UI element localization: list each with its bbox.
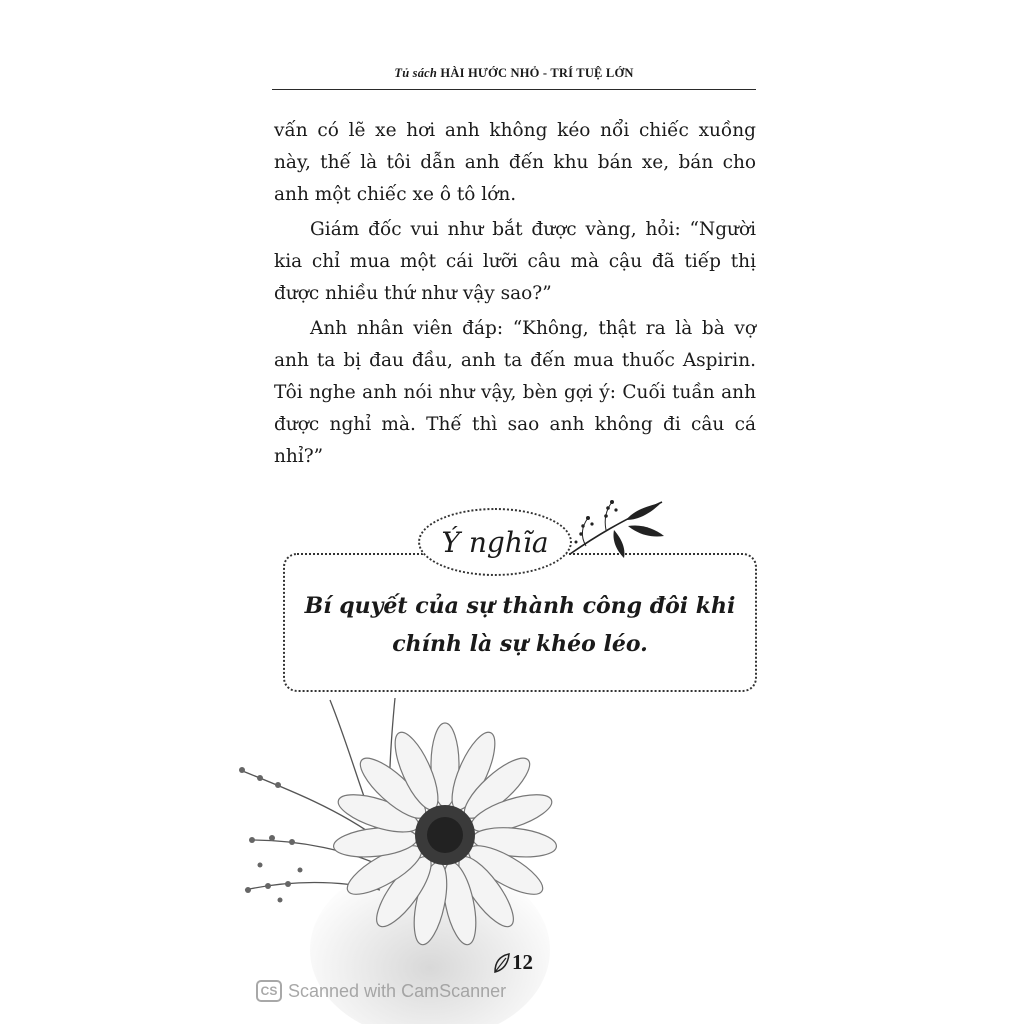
story-text [274,115,756,476]
scanner-watermark [256,980,506,1002]
series-title: HÀI HƯỚC NHỎ - TRÍ TUỆ LỚN [440,66,634,80]
leaf-sprig-icon [566,496,666,560]
paragraph-1: vấn có lẽ xe hơi anh không kéo nổi chiếc xuồng này, thế là tôi dẫn anh đến khu bán xe, bán cho anh một chiếc xe ô tô lớn. [274,120,756,205]
meaning-text: Bí quyết của sự thành công đôi khi chính là sự khéo léo. [304,593,736,657]
page-number-value: 12 [512,950,533,974]
camscanner-logo-icon: CS [256,980,282,1002]
watermark-text: Scanned with CamScanner [288,980,507,1001]
meaning-label: Ý nghĩa [441,525,549,559]
header-rule [272,89,756,90]
page-number [492,950,533,975]
running-header [272,66,756,90]
paragraph-2: Giám đốc vui như bắt được vàng, hỏi: “Người kia chỉ mua một cái lưỡi câu mà cậu đã tiếp thị được nhiều thứ như vậy sao?” [274,219,756,304]
series-prefix: Tủ sách [394,66,438,80]
leaf-ornament-icon [492,952,512,974]
paragraph-3: Anh nhân viên đáp: “Không, thật ra là bà vợ anh ta bị đau đầu, anh ta đến mua thuốc Aspirin. Tôi nghe anh nói như vậy, bèn gợi ý: Cuối tuần anh được nghỉ mà. Thế thì sao anh không đi câu cá nhỉ?” [274,318,756,467]
meaning-label-oval [418,508,572,576]
